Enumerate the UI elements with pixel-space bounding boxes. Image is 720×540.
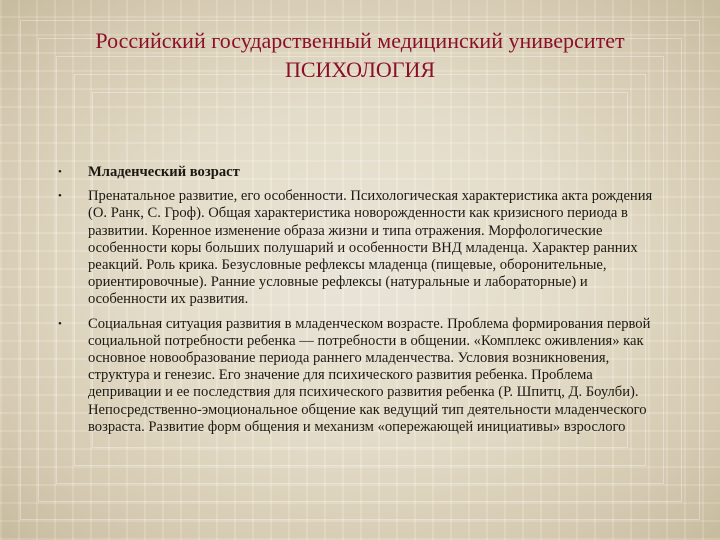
title-subject: ПСИХОЛОГИЯ — [284, 57, 436, 82]
bullet-list — [58, 164, 658, 443]
section-heading: Младенческий возраст — [88, 164, 240, 180]
bullet-marker: • — [58, 317, 62, 330]
bullet-item-prenatal — [58, 188, 658, 308]
bullet-item-social-situation — [58, 316, 658, 436]
social-situation-text: Социальная ситуация развития в младенческом возрасте. Проблема формирования первой социальной потребности ребенка — потребности в общении. «Комплекс оживления» как основное новообразование периода раннего младенчества. Условия возникновения, структура и генезис. Его значение для психического развития ребенка. Проблема депривации и ее последствия для психического развития ребенка (Р. Шпитц, Д. Боулби). Непосредственно-эмоциональное общение как ведущий тип деятельности младенческого возраста. Развитие форм общения и механизм «опережающей инициативы» взрослого — [88, 315, 651, 435]
bullet-marker: • — [58, 190, 62, 203]
prenatal-text: Пренатальное развитие, его особенности. Психологическая характеристика акта рождения (О. Ранк, С. Гроф). Общая характеристика новорожденности как кризисного периода в развитии. Коренное изменение образа жизни и типа отражения. Морфологические особенности коры больших полушарий и особенности ВНД младенца. Характер ранних реакций. Роль крика. Безусловные рефлексы младенца (пищевые, оборонительные, ориентировочные). Ранние условные рефлексы (натуральные и лабораторные) и особенности их развития. — [88, 188, 653, 308]
bullet-item-heading — [58, 164, 658, 181]
title-university: Российский государственный медицинский университет — [95, 28, 625, 53]
bullet-marker: • — [58, 166, 62, 178]
slide-title — [20, 26, 700, 84]
